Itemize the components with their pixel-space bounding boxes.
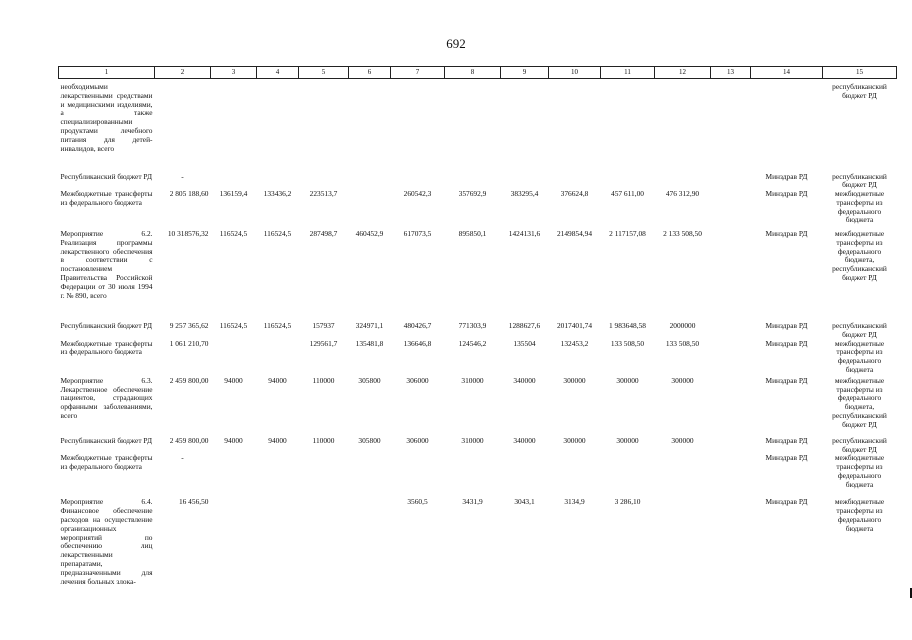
value-cell: 110000 [312,375,335,385]
value-cell: 305800 [358,375,381,385]
value-cell [257,494,299,586]
value-cell [155,79,211,167]
funding-source-cell: межбюджетные трансферты из федерального бюджета, республиканский бюджет РД [832,375,887,429]
header-cell: 11 [601,67,655,79]
value-cell [711,190,751,228]
value-cell [711,167,751,191]
funding-source-cell: межбюджетные трансферты из федерального бюджета [834,453,885,489]
header-cell: 1 [59,67,155,79]
funding-source-cell: межбюджетные трансферты из федерального бюджета [834,189,885,225]
value-cell [711,494,751,586]
row-label: необходимыми лекарственными средствами и медицинскими изделиями, а также специализированными продуктами лечебного питания для детей-инвалидов, всего [60,82,153,153]
value-cell: 617073,5 [403,229,432,239]
budget-table [58,66,897,586]
responsible-cell: Минздрав РД [765,171,808,181]
value-cell: - [181,171,184,181]
value-cell [299,494,349,586]
value-cell [549,79,601,167]
value-cell: 94000 [268,375,287,385]
value-cell [211,79,257,167]
value-cell: 771303,9 [458,321,487,331]
value-cell: 16 456,50 [178,497,209,507]
value-cell: 2000000 [669,321,696,331]
value-cell [211,340,257,375]
value-cell [501,167,549,191]
value-cell [257,167,299,191]
value-cell [601,79,655,167]
header-cell: 2 [155,67,211,79]
value-cell: 376624,8 [560,189,589,199]
row-label: Республиканский бюджет РД [60,171,153,181]
value-cell [349,79,391,167]
value-cell [299,454,349,494]
value-cell: 136159,4 [219,189,248,199]
value-cell: 116524,5 [263,229,292,239]
value-cell: 133436,2 [263,189,292,199]
value-cell: 3134,9 [564,497,585,507]
value-cell: 1288627,6 [508,321,541,331]
value-cell [711,375,751,435]
value-cell: 3043,1 [514,497,535,507]
value-cell [211,454,257,494]
value-cell: 94000 [224,435,243,445]
header-cell: 14 [751,67,823,79]
value-cell: 157937 [312,321,335,331]
value-cell [501,79,549,167]
row-label: Межбюджетные трансферты из федерального бюджета [60,453,153,472]
funding-source-cell: республиканский бюджет РД [832,82,887,100]
value-cell [711,316,751,340]
value-cell: 116524,5 [219,321,248,331]
value-cell: 260542,3 [403,189,432,199]
value-cell [349,190,391,228]
value-cell: 306000 [406,375,429,385]
responsible-cell [751,79,823,167]
header-cell: 12 [655,67,711,79]
value-cell [299,79,349,167]
table-row [59,435,897,455]
value-cell: 94000 [268,435,287,445]
value-cell [601,167,655,191]
value-cell: 357692,9 [458,189,487,199]
value-cell: 116524,5 [219,229,248,239]
value-cell: 10 318576,32 [167,229,209,239]
table-row [59,190,897,228]
value-cell: 124546,2 [458,338,487,348]
value-cell [445,167,501,191]
value-cell: 2 805 188,60 [169,189,209,199]
value-cell: 3560,5 [407,497,428,507]
value-cell [391,454,445,494]
value-cell [655,167,711,191]
table-row [59,454,897,494]
value-cell [711,340,751,375]
value-cell: 132453,2 [560,338,589,348]
value-cell: 310000 [461,375,484,385]
row-label: Мероприятие 6.4. Финансовое обеспечение расходов на осуществление организационных мероприятий по обеспечению лиц лекарственными препаратами, предназначенными для лечения больных злока- [60,497,153,586]
value-cell: 135481,8 [355,338,384,348]
value-cell: 300000 [616,375,639,385]
value-cell: 310000 [461,435,484,445]
value-cell: 3 286,10 [614,497,641,507]
value-cell: 340000 [513,375,536,385]
value-cell [655,454,711,494]
responsible-cell: Минздрав РД [765,497,808,507]
value-cell [445,454,501,494]
value-cell [549,167,601,191]
value-cell: 9 257 365,62 [169,321,209,331]
funding-source-cell: межбюджетные трансферты из федерального бюджета [834,497,885,533]
table-row [59,316,897,340]
value-cell: 3431,9 [462,497,483,507]
value-cell: 2017401,74 [556,321,593,331]
value-cell [601,454,655,494]
row-label: Республиканский бюджет РД [60,435,153,445]
value-cell: 94000 [224,375,243,385]
header-row [59,67,897,79]
value-cell: 1 061 210,70 [169,338,209,348]
value-cell [211,167,257,191]
header-cell: 10 [549,67,601,79]
value-cell: 480426,7 [403,321,432,331]
responsible-cell: Минздрав РД [765,453,808,463]
table-body [59,79,897,587]
row-label: Мероприятие 6.2. Реализация программы лекарственного обеспечения в соответствии с постановлением Правительства Российской Федерации от 30 июля 1994 г. № 890, всего [60,229,153,300]
responsible-cell: Минздрав РД [765,321,808,331]
header-cell: 4 [257,67,299,79]
value-cell [711,454,751,494]
table-row [59,340,897,375]
value-cell [391,167,445,191]
funding-source-cell: республиканский бюджет РД [832,321,887,339]
value-cell: 305800 [358,435,381,445]
value-cell [711,79,751,167]
header-cell: 7 [391,67,445,79]
value-cell: 300000 [671,435,694,445]
value-cell: 133 508,50 [665,338,700,348]
header-cell: 8 [445,67,501,79]
value-cell [391,79,445,167]
value-cell: 287498,7 [309,229,338,239]
value-cell: 1424131,6 [508,229,541,239]
value-cell [299,167,349,191]
value-cell: 129561,7 [309,338,338,348]
funding-source-cell: республиканский бюджет РД [832,435,887,454]
value-cell: 2 459 800,00 [169,435,209,445]
value-cell [549,454,601,494]
value-cell: 110000 [312,435,335,445]
responsible-cell: Минздрав РД [765,338,808,348]
value-cell [711,435,751,455]
row-label: Межбюджетные трансферты из федерального бюджета [60,338,153,357]
value-cell [257,79,299,167]
value-cell [349,454,391,494]
value-cell: 116524,5 [263,321,292,331]
page-number: 692 [446,36,466,51]
value-cell: 300000 [671,375,694,385]
funding-source-cell: межбюджетные трансферты из федерального бюджета, республиканский бюджет РД [832,229,887,283]
value-cell: 383295,4 [510,189,539,199]
value-cell: 133 508,50 [610,338,645,348]
row-label: Республиканский бюджет РД [60,321,153,331]
value-cell: 476 312,90 [665,189,700,199]
header-cell: 15 [823,67,897,79]
value-cell: 300000 [616,435,639,445]
row-label: Мероприятие 6.3. Лекарственное обеспечение пациентов, страдающих орфанными заболеваниями, всего [60,375,153,421]
value-cell [501,454,549,494]
value-cell: 340000 [513,435,536,445]
value-cell [655,494,711,586]
value-cell: 895850,1 [458,229,487,239]
value-cell: 2 459 800,00 [169,375,209,385]
header-cell: 9 [501,67,549,79]
value-cell [349,167,391,191]
header-cell: 13 [711,67,751,79]
value-cell: 135504 [513,338,536,348]
value-cell: 2149854,94 [556,229,593,239]
value-cell [655,79,711,167]
responsible-cell: Минздрав РД [765,229,808,239]
value-cell [445,79,501,167]
responsible-cell: Минздрав РД [765,435,808,445]
value-cell: - [181,453,184,463]
header-cell: 5 [299,67,349,79]
value-cell: 300000 [563,375,586,385]
value-cell [257,454,299,494]
funding-source-cell: республиканский бюджет РД [832,171,887,190]
value-cell: 136646,8 [403,338,432,348]
value-cell: 223513,7 [309,189,338,199]
table-row [59,375,897,435]
funding-source-cell: межбюджетные трансферты из федерального бюджета [834,338,885,375]
value-cell: 2 133 508,50 [663,229,702,239]
value-cell: 300000 [563,435,586,445]
table-row [59,79,897,167]
table-row [59,167,897,191]
value-cell: 1 983648,58 [609,321,646,331]
row-label: Межбюджетные трансферты из федерального бюджета [60,189,153,207]
value-cell: 460452,9 [355,229,384,239]
value-cell: 457 611,00 [611,189,644,199]
header-cell: 3 [211,67,257,79]
value-cell: 2 117157,08 [609,229,646,239]
responsible-cell: Минздрав РД [765,375,808,385]
value-cell: 306000 [406,435,429,445]
value-cell: 324971,1 [355,321,384,331]
responsible-cell: Минздрав РД [765,189,808,199]
value-cell [711,228,751,316]
header-cell: 6 [349,67,391,79]
table-row [59,228,897,316]
table-row [59,494,897,586]
value-cell [211,494,257,586]
value-cell [349,494,391,586]
value-cell [257,340,299,375]
